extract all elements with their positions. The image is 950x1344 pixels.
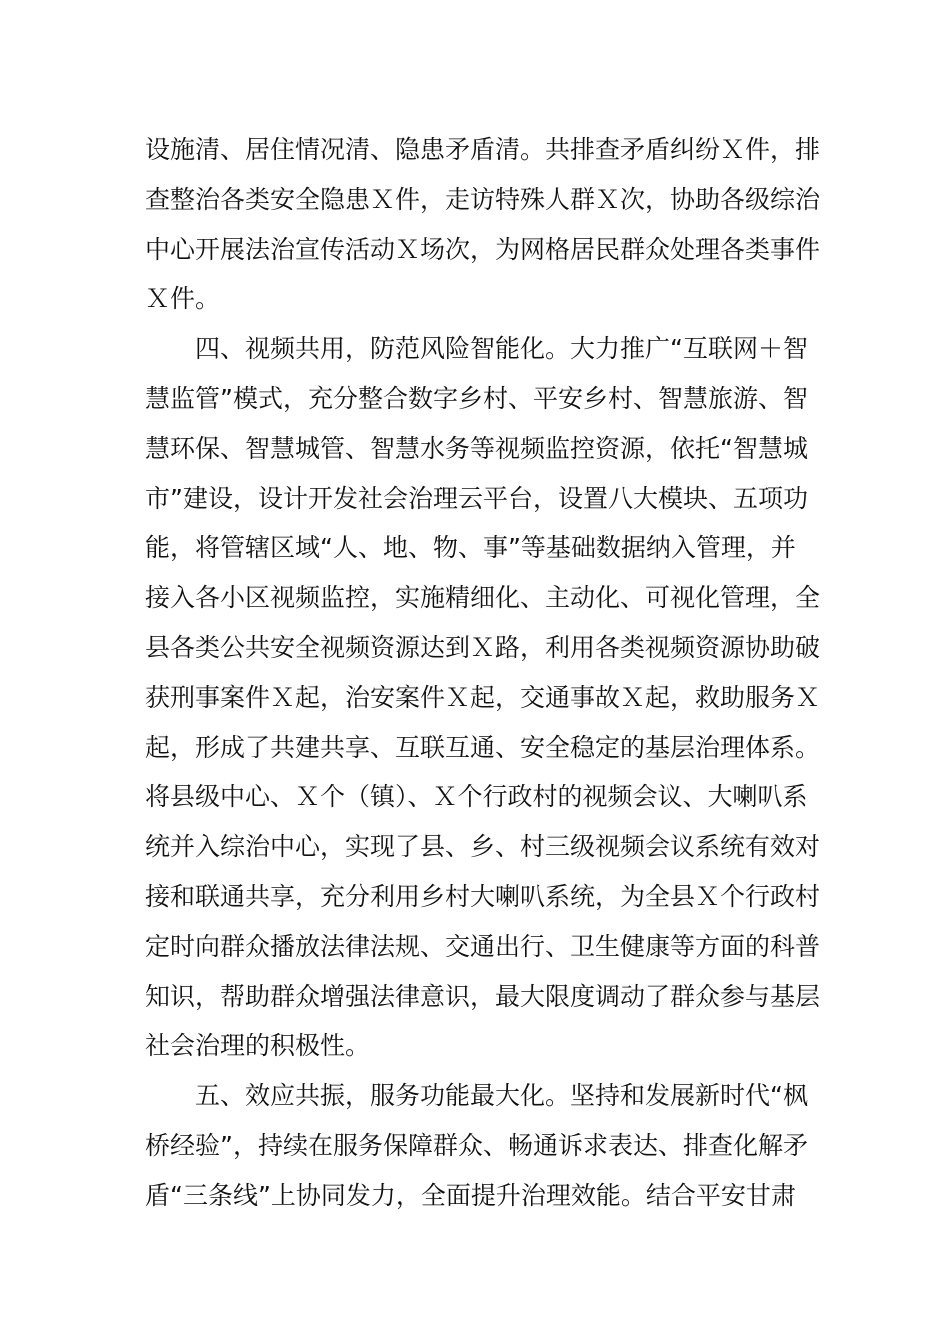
text-line: 慧监管”模式，充分整合数字乡村、平安乡村、智慧旅游、智 [145, 383, 808, 413]
text-line: Ｘ件。 [145, 284, 221, 314]
text-line: 桥经验”，持续在服务保障群众、畅通诉求表达、排查化解矛 [145, 1130, 808, 1160]
text-line: 知识，帮助群众增强法律意识，最大限度调动了群众参与基层 [145, 981, 821, 1011]
text-line: 社会治理的积极性。 [145, 1031, 371, 1061]
paragraph-3 [145, 1071, 808, 1220]
text-line: 定时向群众播放法律法规、交通出行、卫生健康等方面的科普 [145, 931, 821, 961]
text-line: 将县级中心、Ｘ个（镇）、Ｘ个行政村的视频会议、大喇叭系 [145, 782, 808, 812]
text-line: 能，将管辖区域“人、地、物、事”等基础数据纳入管理，并 [145, 533, 796, 563]
text-line: 盾“三条线”上协同发力，全面提升治理效能。结合平安甘肃 [145, 1180, 796, 1210]
text-line: 接和联通共享，充分利用乡村大喇叭系统，为全县Ｘ个行政村 [145, 881, 821, 911]
text-line: 市”建设，设计开发社会治理云平台，设置八大模块、五项功 [145, 483, 808, 513]
text-line: 县各类公共安全视频资源达到Ｘ路，利用各类视频资源协助破 [145, 632, 821, 662]
text-line: 统并入综治中心，实现了县、乡、村三级视频会议系统有效对 [145, 832, 821, 862]
text-line: 接入各小区视频监控，实施精细化、主动化、可视化管理，全 [145, 583, 821, 613]
text-line: 设施清、居住情况清、隐患矛盾清。共排查矛盾纠纷Ｘ件，排 [145, 135, 821, 164]
text-line: 中心开展法治宣传活动Ｘ场次，为网格居民群众处理各类事件 [145, 234, 821, 264]
paragraph-1 [145, 125, 821, 324]
text-line: 慧环保、智慧城管、智慧水务等视频监控资源，依托“智慧城 [145, 433, 808, 463]
text-line: 四、视频共用，防范风险智能化。大力推广“互联网＋智 [195, 334, 808, 364]
text-line: 获刑事案件Ｘ起，治安案件Ｘ起，交通事故Ｘ起，救助服务Ｘ [145, 682, 821, 712]
text-line: 五、效应共振，服务功能最大化。坚持和发展新时代“枫 [195, 1081, 808, 1111]
paragraph-2 [145, 324, 821, 1071]
body-text [145, 125, 821, 1221]
text-line: 查整治各类安全隐患Ｘ件，走访特殊人群Ｘ次，协助各级综治 [145, 184, 821, 214]
text-line: 起，形成了共建共享、互联互通、安全稳定的基层治理体系。 [145, 732, 821, 762]
